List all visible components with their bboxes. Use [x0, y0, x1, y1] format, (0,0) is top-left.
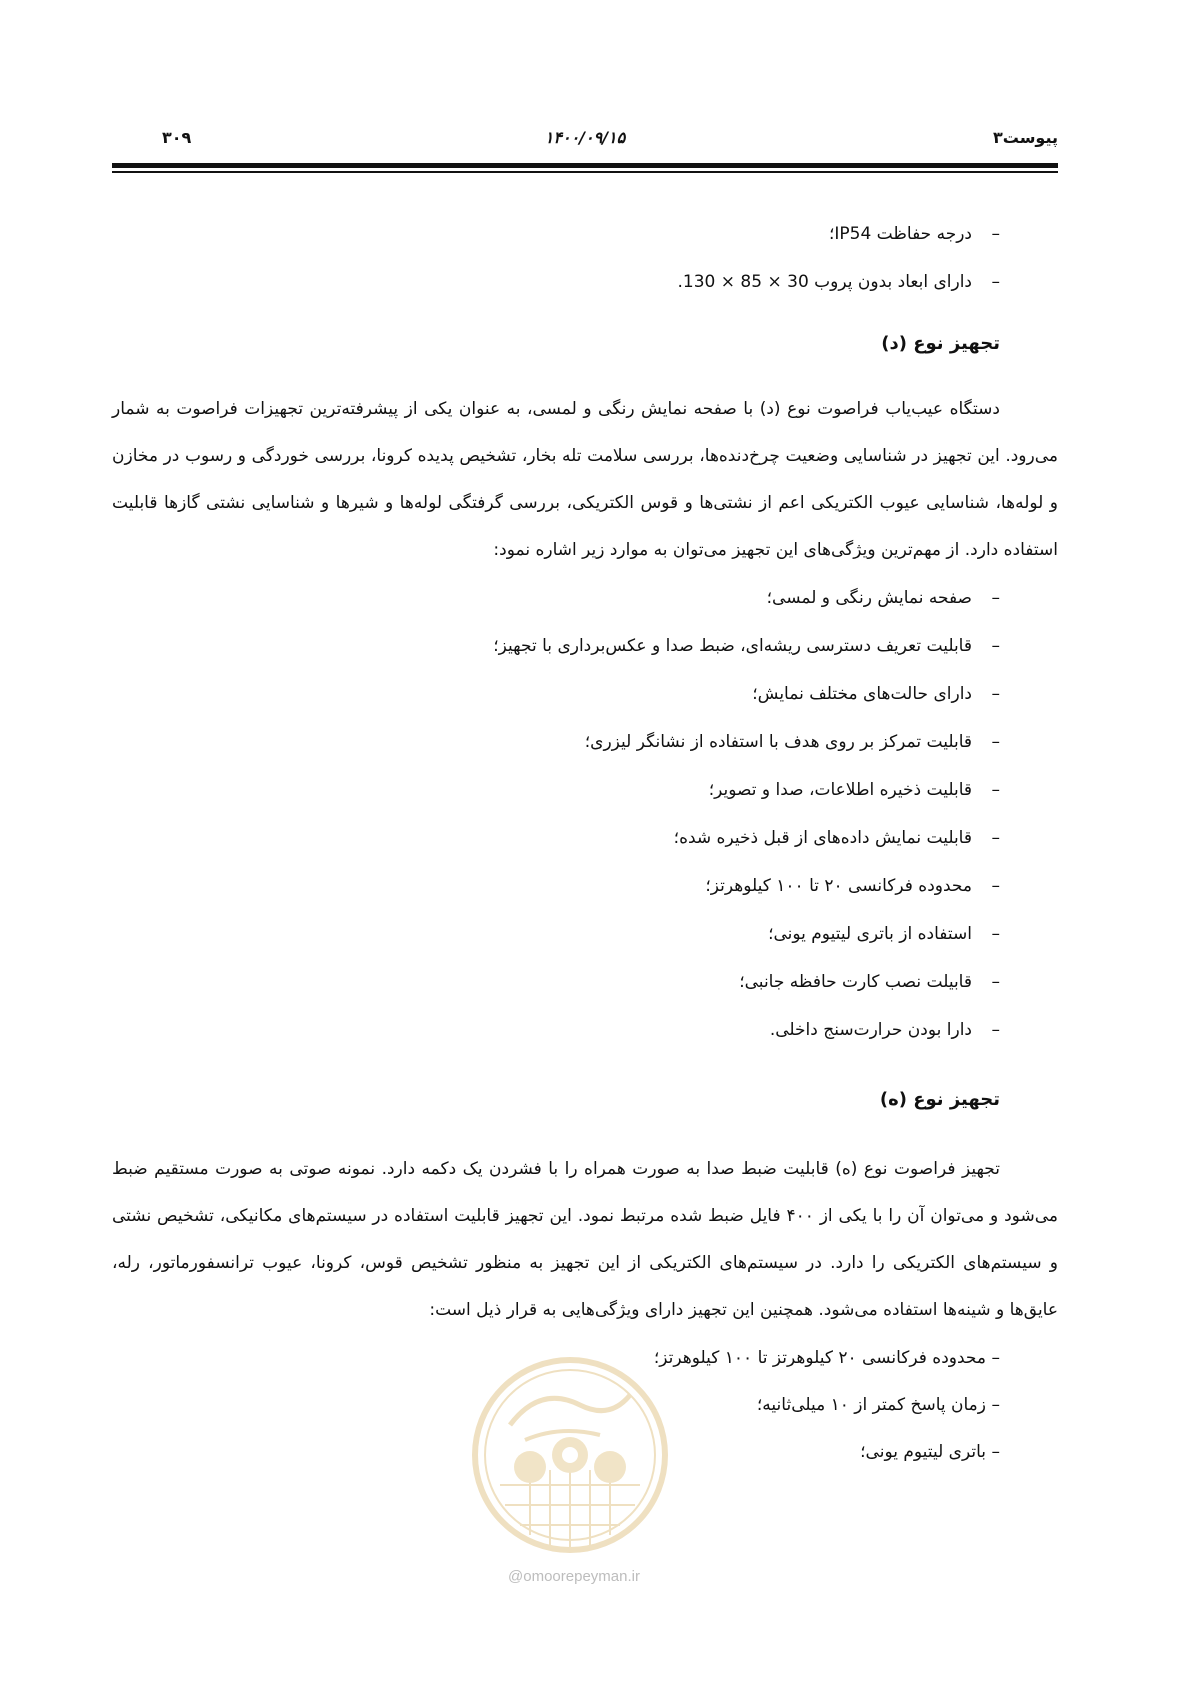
section-e-title: تجهیز نوع (ه) — [879, 1089, 1000, 1110]
seal-icon — [470, 1355, 670, 1555]
section-d-title: تجهیز نوع (د) — [881, 333, 1000, 354]
list-item: – دارا بودن حرارت‌سنج داخلی. — [112, 1006, 1000, 1054]
section-d-list — [112, 574, 1000, 1054]
page-header — [112, 128, 1058, 154]
section-d-paragraph: دستگاه عیب‌یاب فراصوت نوع (د) با صفحه نمایش رنگی و لمسی، به عنوان یکی از پیشرفته‌ترین تجهیزات فراصوت به شمار می‌رود. این تجهیز در شناسایی وضعیت چرخ‌دنده‌ها، بررسی سلامت تله بخار، تشخیص پدیده کرونا، بررسی خوردگی و رسوب در مخازن و لوله‌ها، شناسایی عیوب الکتریکی اعم از نشتی‌ها و قوس الکتریکی، بررسی گرفتگی لوله‌ها و شیرها و شناسایی نشتی گازها قابلیت استفاده دارد. از مهم‌ترین ویژگی‌های این تجهیز می‌توان به موارد زیر اشاره نمود: — [112, 399, 1058, 560]
top-list — [112, 210, 1000, 306]
appendix-label: پیوست۳ — [992, 128, 1058, 147]
list-item: – صفحه نمایش رنگی و لمسی؛ — [112, 574, 1000, 622]
list-item: – قابلیت تعریف دسترسی ریشه‌ای، ضبط صدا و عکس‌برداری با تجهیز؛ — [112, 622, 1000, 670]
list-item: – قابلیت تمرکز بر روی هدف با استفاده از نشانگر لیزری؛ — [112, 718, 1000, 766]
list-item: – دارای ابعاد بدون پروب 30 × 85 × 130. — [112, 258, 1000, 306]
list-item: – درجه حفاظت IP54؛ — [112, 210, 1000, 258]
list-item: – زمان پاسخ کمتر از ۱۰ میلی‌ثانیه؛ — [112, 1381, 1000, 1428]
section-e-paragraph: تجهیز فراصوت نوع (ه) قابلیت ضبط صدا به صورت همراه را با فشردن یک دکمه دارد. نمونه صوتی به صورت مستقیم ضبط می‌شود و می‌توان آن را با یکی از ۴۰۰ فایل ضبط شده مرتبط نمود. این تجهیز قابلیت استفاده در سیستم‌های مکانیکی، تشخیص نشتی و سیستم‌های الکتریکی را دارد. در سیستم‌های الکتریکی از این تجهیز به منظور تشخیص قوس، کرونا، عیوب ترانسفورماتور، رله، عایق‌ها و شینه‌ها استفاده می‌شود. همچنین این تجهیز دارای ویژگی‌هایی به قرار ذیل است: — [112, 1159, 1058, 1320]
page-content — [112, 210, 1058, 1475]
watermark-logo — [470, 1355, 670, 1555]
list-item: – محدوده فرکانسی ۲۰ تا ۱۰۰ کیلوهرتز؛ — [112, 862, 1000, 910]
list-item: – قابلیت ذخیره اطلاعات، صدا و تصویر؛ — [112, 766, 1000, 814]
list-item: – استفاده از باتری لیتیوم یونی؛ — [112, 910, 1000, 958]
page-number: ۳۰۹ — [162, 128, 192, 147]
header-rule-thin — [112, 171, 1058, 173]
header-rule-thick — [112, 163, 1058, 168]
list-item: – دارای حالت‌های مختلف نمایش؛ — [112, 670, 1000, 718]
list-item: – قابلیت نمایش داده‌های از قبل ذخیره شده؛ — [112, 814, 1000, 862]
watermark-site: @omoorepeyman.ir — [508, 1568, 640, 1585]
header-date: ۱۴۰۰/۰۹/۱۵ — [544, 128, 626, 147]
list-item: – باتری لیتیوم یونی؛ — [112, 1428, 1000, 1475]
list-item: – قابیلت نصب کارت حافظه جانبی؛ — [112, 958, 1000, 1006]
list-item: – محدوده فرکانسی ۲۰ کیلوهرتز تا ۱۰۰ کیلوهرتز؛ — [112, 1334, 1000, 1381]
